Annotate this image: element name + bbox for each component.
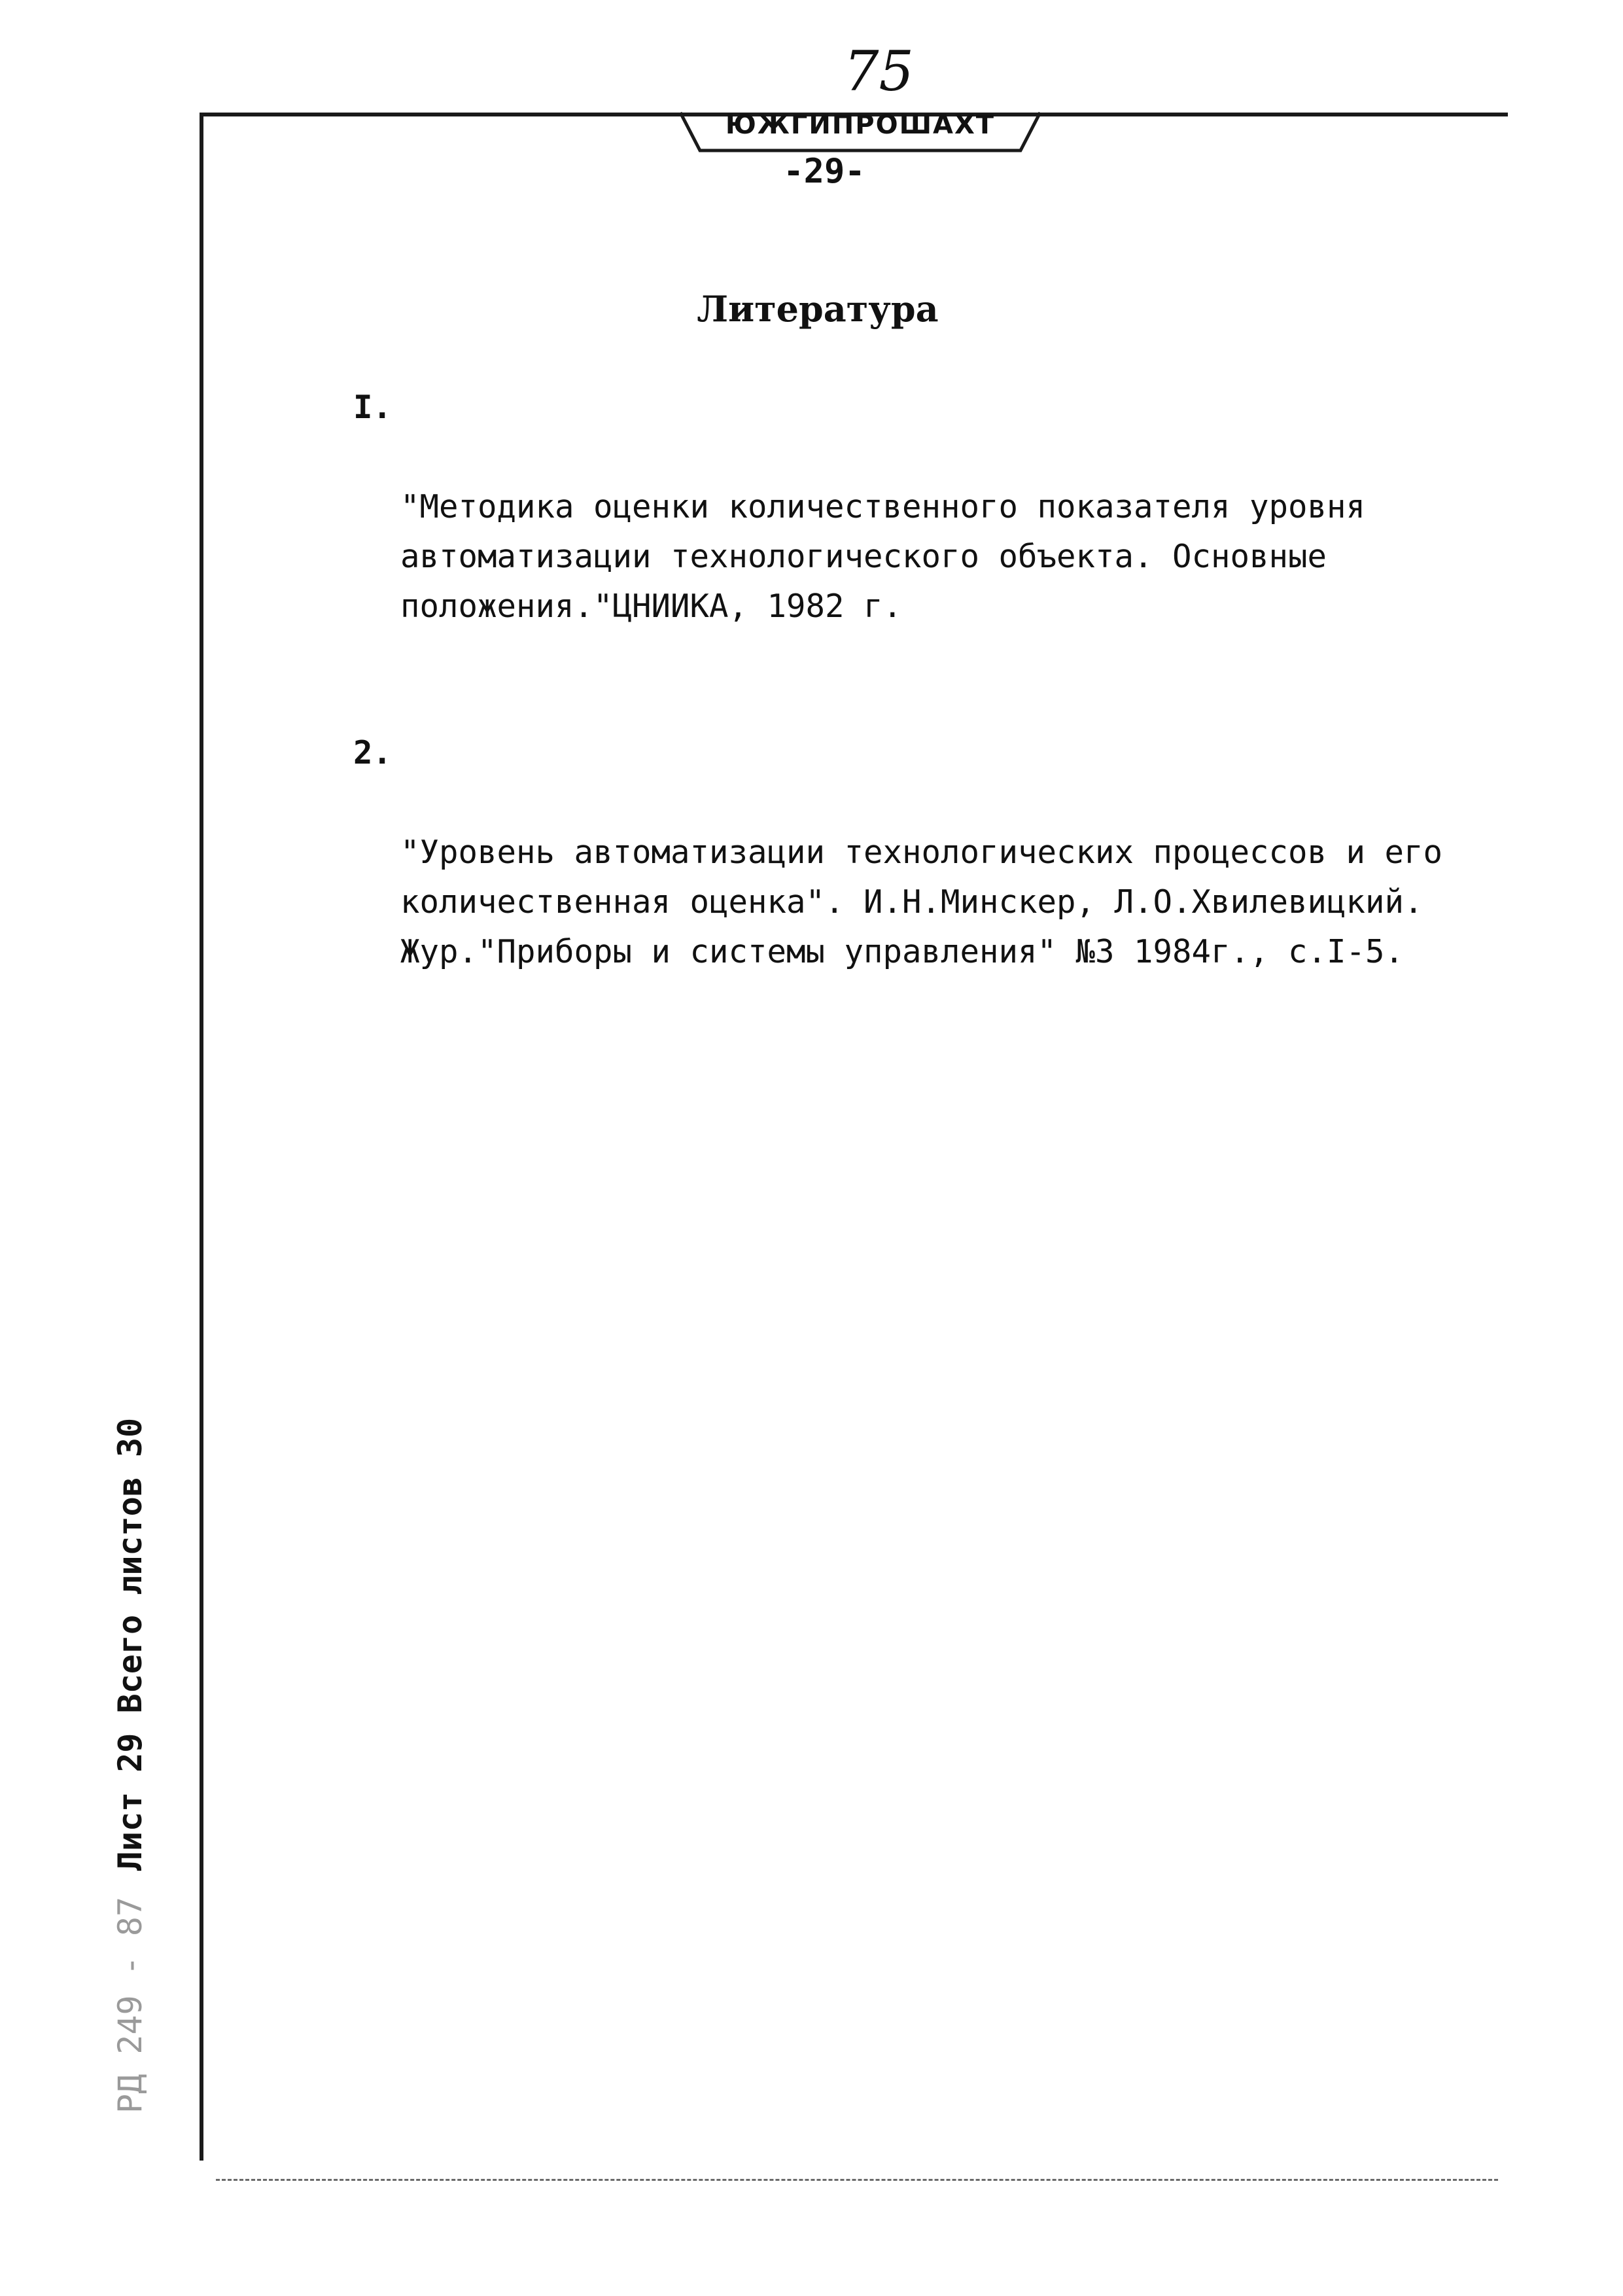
handwritten-page-number: 75 [844, 39, 914, 103]
reference-number: 2. [353, 734, 393, 771]
document-code: РД 249 - 87 [111, 1896, 149, 2113]
frame-bottom-line [216, 2179, 1498, 2181]
margin-sheet-info [111, 1328, 164, 2113]
reference-item [353, 728, 1498, 1027]
organization-name: ЮЖГИПРОШАХТ [725, 110, 996, 140]
organization-stamp [680, 98, 1040, 157]
section-heading: Литература [697, 288, 939, 330]
page-number: -29- [783, 152, 865, 191]
reference-item [353, 383, 1498, 681]
reference-list [353, 383, 1498, 1027]
frame-left-line [200, 113, 203, 2161]
reference-text: "Методика оценки количественного показателя уровня автоматизации технологического объекта. Основные положения."ЦНИИКА, 1982 г. [400, 488, 1366, 625]
sheet-count: Лист 29 Всего листов 30 [111, 1417, 149, 1871]
reference-number: I. [353, 389, 393, 426]
reference-text: "Уровень автоматизации технологических процессов и его количественная оценка". И.Н.Минскер, Л.О.Хвилевицкий. Жур."Приборы и системы управления" №3 1984г., с.I-5. [400, 834, 1443, 970]
